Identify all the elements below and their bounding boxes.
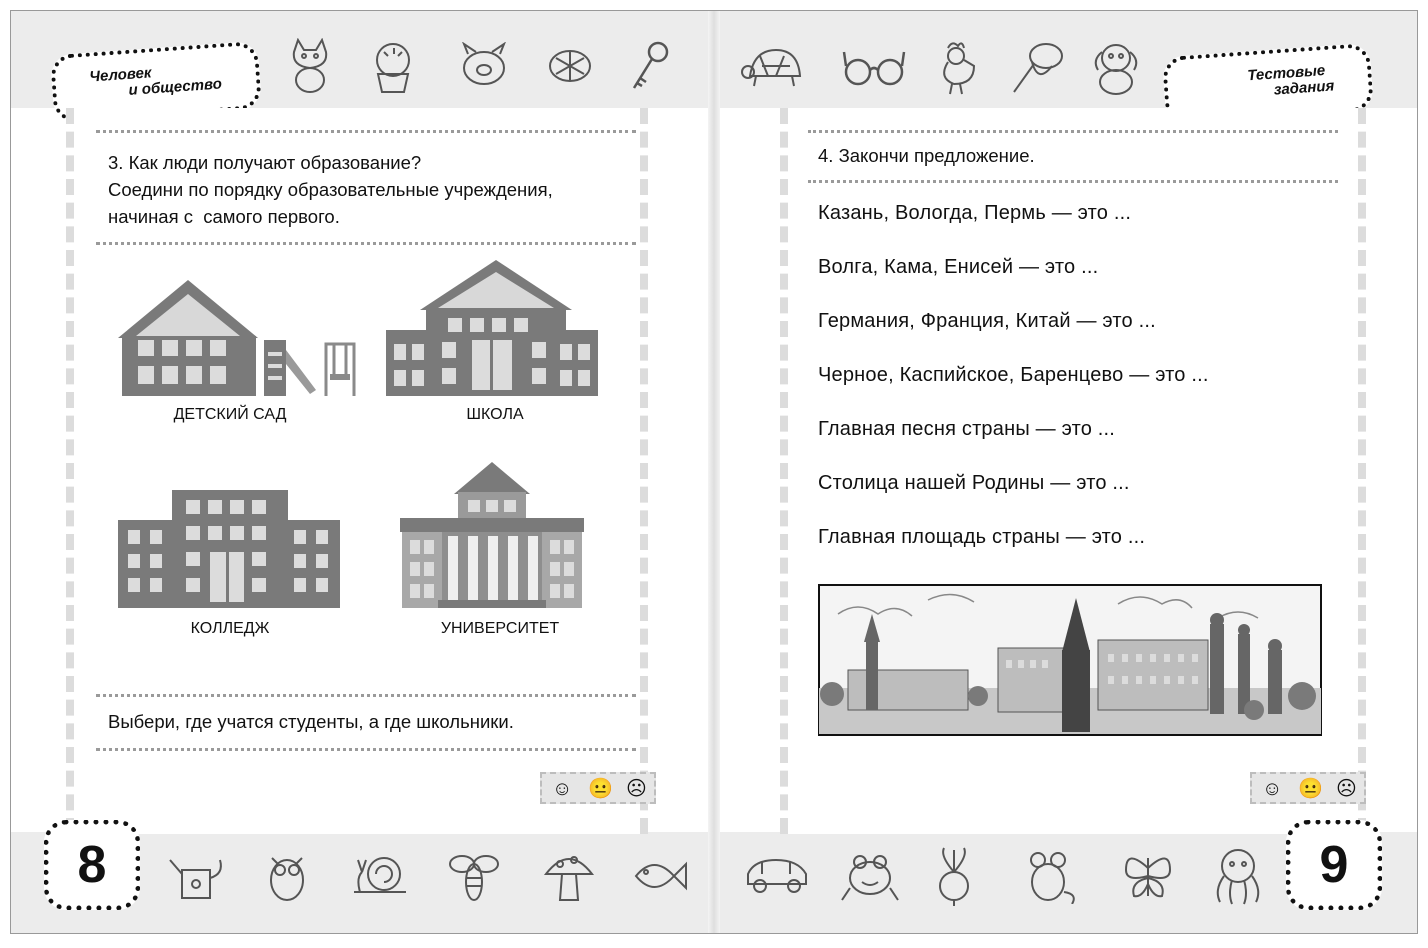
- smile-icon[interactable]: ☺: [552, 778, 573, 800]
- butterfly-net-icon: [1010, 38, 1066, 94]
- pig-icon: [456, 42, 512, 92]
- fish-icon: [630, 852, 688, 900]
- sad-face-icon[interactable]: ☹: [626, 778, 647, 800]
- owl-icon: [264, 848, 310, 904]
- school-icon: [382, 258, 602, 398]
- sentence-5: Главная песня страны — это ...: [818, 418, 1116, 440]
- puppy-icon: [1088, 38, 1144, 96]
- key-icon: [628, 40, 672, 92]
- kremlin-illustration: [818, 584, 1322, 736]
- divider: [808, 180, 1338, 183]
- bee-icon: [446, 846, 502, 906]
- sentence-2: Волга, Кама, Енисей — это ...: [818, 256, 1099, 278]
- divider: [96, 130, 636, 133]
- divider: [808, 130, 1338, 133]
- self-assessment-right[interactable]: [1250, 772, 1366, 804]
- divider: [96, 748, 636, 751]
- section-tag-right-line2: задания: [1273, 77, 1335, 99]
- sentence-1: Казань, Вологда, Пермь — это ...: [818, 202, 1132, 224]
- sad-face-icon[interactable]: ☹: [1336, 778, 1357, 800]
- sentence-7: Главная площадь страны — это ...: [818, 526, 1146, 548]
- smile-icon[interactable]: ☺: [1262, 778, 1283, 800]
- car-icon: [744, 854, 810, 896]
- glasses-icon: [842, 46, 906, 90]
- frog-icon: [840, 848, 900, 904]
- divider: [96, 242, 636, 245]
- divider: [96, 694, 636, 697]
- snail-icon: [350, 852, 410, 898]
- sentence-4: Черное, Каспийское, Баренцево — это ...: [818, 364, 1209, 386]
- neutral-face-icon[interactable]: 😐: [588, 778, 613, 800]
- watering-can-icon: [168, 852, 228, 902]
- neutral-face-icon[interactable]: 😐: [1298, 778, 1323, 800]
- university-icon: [398, 460, 586, 610]
- self-assessment-left[interactable]: [540, 772, 656, 804]
- sentence-3: Германия, Франция, Китай — это ...: [818, 310, 1156, 332]
- rooster-icon: [930, 38, 980, 96]
- mushroom-icon: [542, 848, 596, 904]
- octopus-icon: [1210, 846, 1266, 906]
- turtle-icon: [740, 44, 808, 92]
- question-3-line1: 3. Как люди получают образование?: [108, 152, 422, 173]
- lemon-icon: [546, 46, 594, 86]
- cat-icon: [286, 38, 334, 94]
- building-label-school: ШКОЛА: [466, 406, 524, 423]
- section-tag-left-line2: и общество: [127, 75, 223, 99]
- building-label-university: УНИВЕРСИТЕТ: [440, 620, 560, 637]
- mouse-icon: [1022, 848, 1078, 904]
- page-number-left: 8: [44, 820, 140, 910]
- sentence-6: Столица нашей Родины — это ...: [818, 472, 1130, 494]
- question-3-line3: начиная с самого первого.: [108, 206, 340, 227]
- page-number-right: 9: [1286, 820, 1382, 910]
- butterfly-icon: [1120, 848, 1176, 904]
- cactus-icon: [370, 40, 416, 94]
- section-tag-left-line1: Человек: [88, 64, 153, 86]
- extra-task: Выбери, где учатся студенты, а где школьники.: [108, 711, 514, 732]
- section-tag-right-line1: Тестовые: [1246, 61, 1326, 85]
- college-icon: [116, 488, 342, 610]
- question-4: 4. Закончи предложение.: [818, 145, 1035, 166]
- kindergarten-icon: [116, 278, 362, 398]
- question-3-line2: Соедини по порядку образовательные учреждения,: [108, 179, 553, 200]
- beet-icon: [930, 846, 978, 906]
- building-label-college: КОЛЛЕДЖ: [190, 620, 270, 637]
- building-label-kindergarten: ДЕТСКИЙ САД: [173, 406, 287, 423]
